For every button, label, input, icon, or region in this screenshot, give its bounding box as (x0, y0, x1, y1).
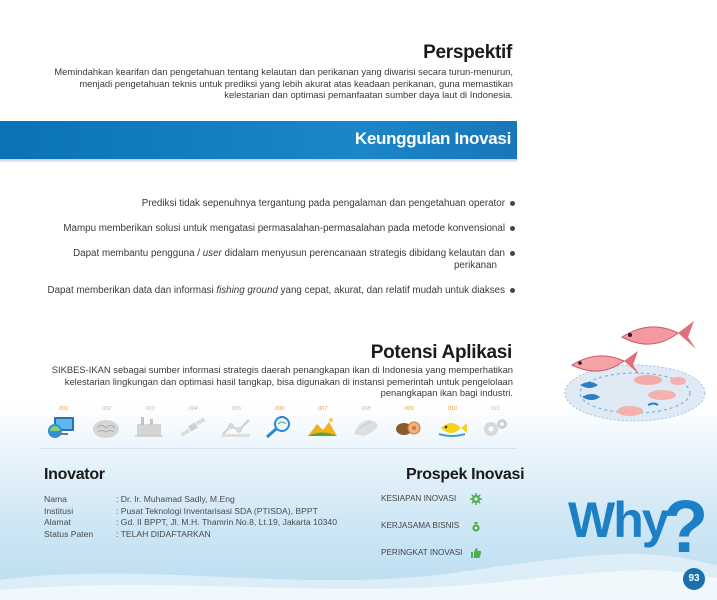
inovator-row (44, 494, 337, 506)
why-logo-text: Why (568, 492, 668, 548)
fish-icon (435, 414, 469, 440)
page-number: 93 (683, 568, 705, 590)
bullet-dot-icon (510, 201, 515, 206)
category-icon-cell (301, 406, 344, 442)
category-icon-cell (128, 406, 171, 442)
potensi-title: Potensi Aplikasi (370, 342, 512, 363)
food-icon (392, 414, 426, 440)
prospek-list (381, 493, 462, 574)
category-icon-cell (42, 406, 85, 442)
money-bag-icon (470, 520, 482, 532)
inovator-key: Status Paten (44, 528, 94, 539)
bullet-dot-icon (510, 226, 515, 231)
category-code: 009 (404, 406, 414, 412)
keunggulan-item (15, 198, 515, 210)
hand-icon (348, 414, 382, 440)
category-code: 004 (188, 406, 198, 412)
inovator-row (44, 506, 337, 518)
inovator-row (44, 529, 337, 541)
keunggulan-item-text-em: fishing ground (216, 285, 278, 296)
category-code: 010 (447, 406, 457, 412)
keunggulan-item-text-line2: perikanan (453, 260, 497, 271)
inovator-key: Institusi (44, 505, 74, 516)
potensi-text: SIKBES-IKAN sebagai sumber informasi strategis daerah penangkapan ikan di Indonesia yang memperhatikan kelestarian lingkungan dan optimasi hasil tangkap, bisa digunakan di instansi pemerintah untuk pengelolaan penangkapan ikan bagi industri. (51, 364, 513, 398)
keunggulan-list (15, 198, 515, 310)
category-icon-cell (431, 406, 474, 442)
magnifier-icon (262, 414, 296, 440)
inovator-row (44, 517, 337, 529)
thumbs-up-icon (470, 547, 482, 559)
category-code: 007 (318, 406, 328, 412)
inovator-table (44, 494, 337, 540)
keunggulan-item-text: Prediksi tidak sepenuhnya tergantung pada pengalaman dan pengetahuan operator (141, 198, 505, 209)
prospek-item-kerjasama (381, 520, 462, 547)
keunggulan-item-text-em: user (202, 248, 222, 259)
inovator-value: : Dr. Ir. Muhamad Sadly, M.Eng (116, 494, 235, 504)
keunggulan-item-text-post: didalam menyusun perencanaan strategis dibidang kelautan dan (221, 248, 505, 259)
inovator-key: Nama (44, 494, 67, 504)
prospek-title: Prospek Inovasi (406, 466, 525, 483)
keunggulan-item-text-post: yang cepat, akurat, dan relatif mudah untuk diakses (277, 285, 505, 296)
keunggulan-item-text-pre: Dapat membantu pengguna / (73, 248, 203, 259)
prospek-item-label: KESIAPAN INOVASI (381, 494, 457, 503)
gear-icon (470, 493, 482, 505)
inovator-value: : Pusat Teknologi Inventarisasi SDA (PTISDA), BPPT (116, 505, 318, 516)
inovator-title: Inovator (44, 466, 105, 483)
satellite-icon (176, 414, 210, 440)
brain-icon (89, 414, 123, 440)
section-divider (40, 448, 517, 449)
keunggulan-banner (0, 121, 517, 159)
category-code: 001 (59, 406, 69, 412)
keunggulan-title: Keunggulan Inovasi (354, 129, 511, 148)
category-icon-cell (474, 406, 517, 442)
keunggulan-item-text-pre: Dapat memberikan data dan informasi (47, 285, 217, 296)
category-icons-row (42, 406, 517, 442)
keunggulan-item (15, 285, 515, 297)
category-code: 008 (361, 406, 371, 412)
keunggulan-item (15, 248, 515, 272)
bullet-dot-icon (510, 251, 515, 256)
category-icon-cell (258, 406, 301, 442)
inovator-value: : TELAH DIDAFTARKAN (116, 528, 211, 539)
prospek-item-kesiapan (381, 493, 462, 520)
category-icon-cell (85, 406, 128, 442)
inovator-key: Alamat (44, 517, 71, 527)
category-icon-cell (172, 406, 215, 442)
perspektif-text: Memindahkan kearifan dan pengetahuan tentang kelautan dan perikanan yang diwarisi secara turun-menurun, menjadi pengetahuan teknis untuk prediksi yang lebih akurat atas keadaan perikanan, guna memastikan kelestarian dan optimasi pemanfaatan sumber daya laut di Indonesia. (54, 66, 513, 100)
bullet-dot-icon (510, 288, 515, 293)
category-code: 006 (274, 406, 285, 412)
category-code: 003 (145, 406, 155, 412)
category-code: 002 (102, 406, 112, 412)
category-code: 011 (491, 406, 500, 412)
category-icon-cell (344, 406, 387, 442)
landscape-icon (305, 414, 339, 440)
category-icon-cell (388, 406, 431, 442)
network-icon (219, 414, 253, 440)
industry-icon (132, 414, 166, 440)
fish-illustration (560, 315, 710, 425)
question-mark-icon: ? (663, 485, 709, 568)
keunggulan-item-text: Mampu memberikan solusi untuk mengatasi permasalahan-permasalahan pada metode konvensional (63, 223, 505, 234)
computer-icon (46, 414, 80, 440)
gears-icon (478, 414, 512, 440)
category-code: 005 (231, 406, 241, 412)
keunggulan-item (15, 223, 515, 235)
prospek-item-peringkat (381, 547, 462, 574)
prospek-item-label: KERJASAMA BISNIS (381, 521, 460, 530)
category-icon-cell (215, 406, 258, 442)
inovator-value: : Gd. II BPPT, Jl. M.H. Thamrin No.8, Lt.19, Jakarta 10340 (116, 517, 337, 527)
banner-shadow (0, 159, 517, 163)
prospek-item-label: PERINGKAT INOVASI (381, 548, 463, 557)
perspektif-title: Perspektif (423, 42, 512, 63)
